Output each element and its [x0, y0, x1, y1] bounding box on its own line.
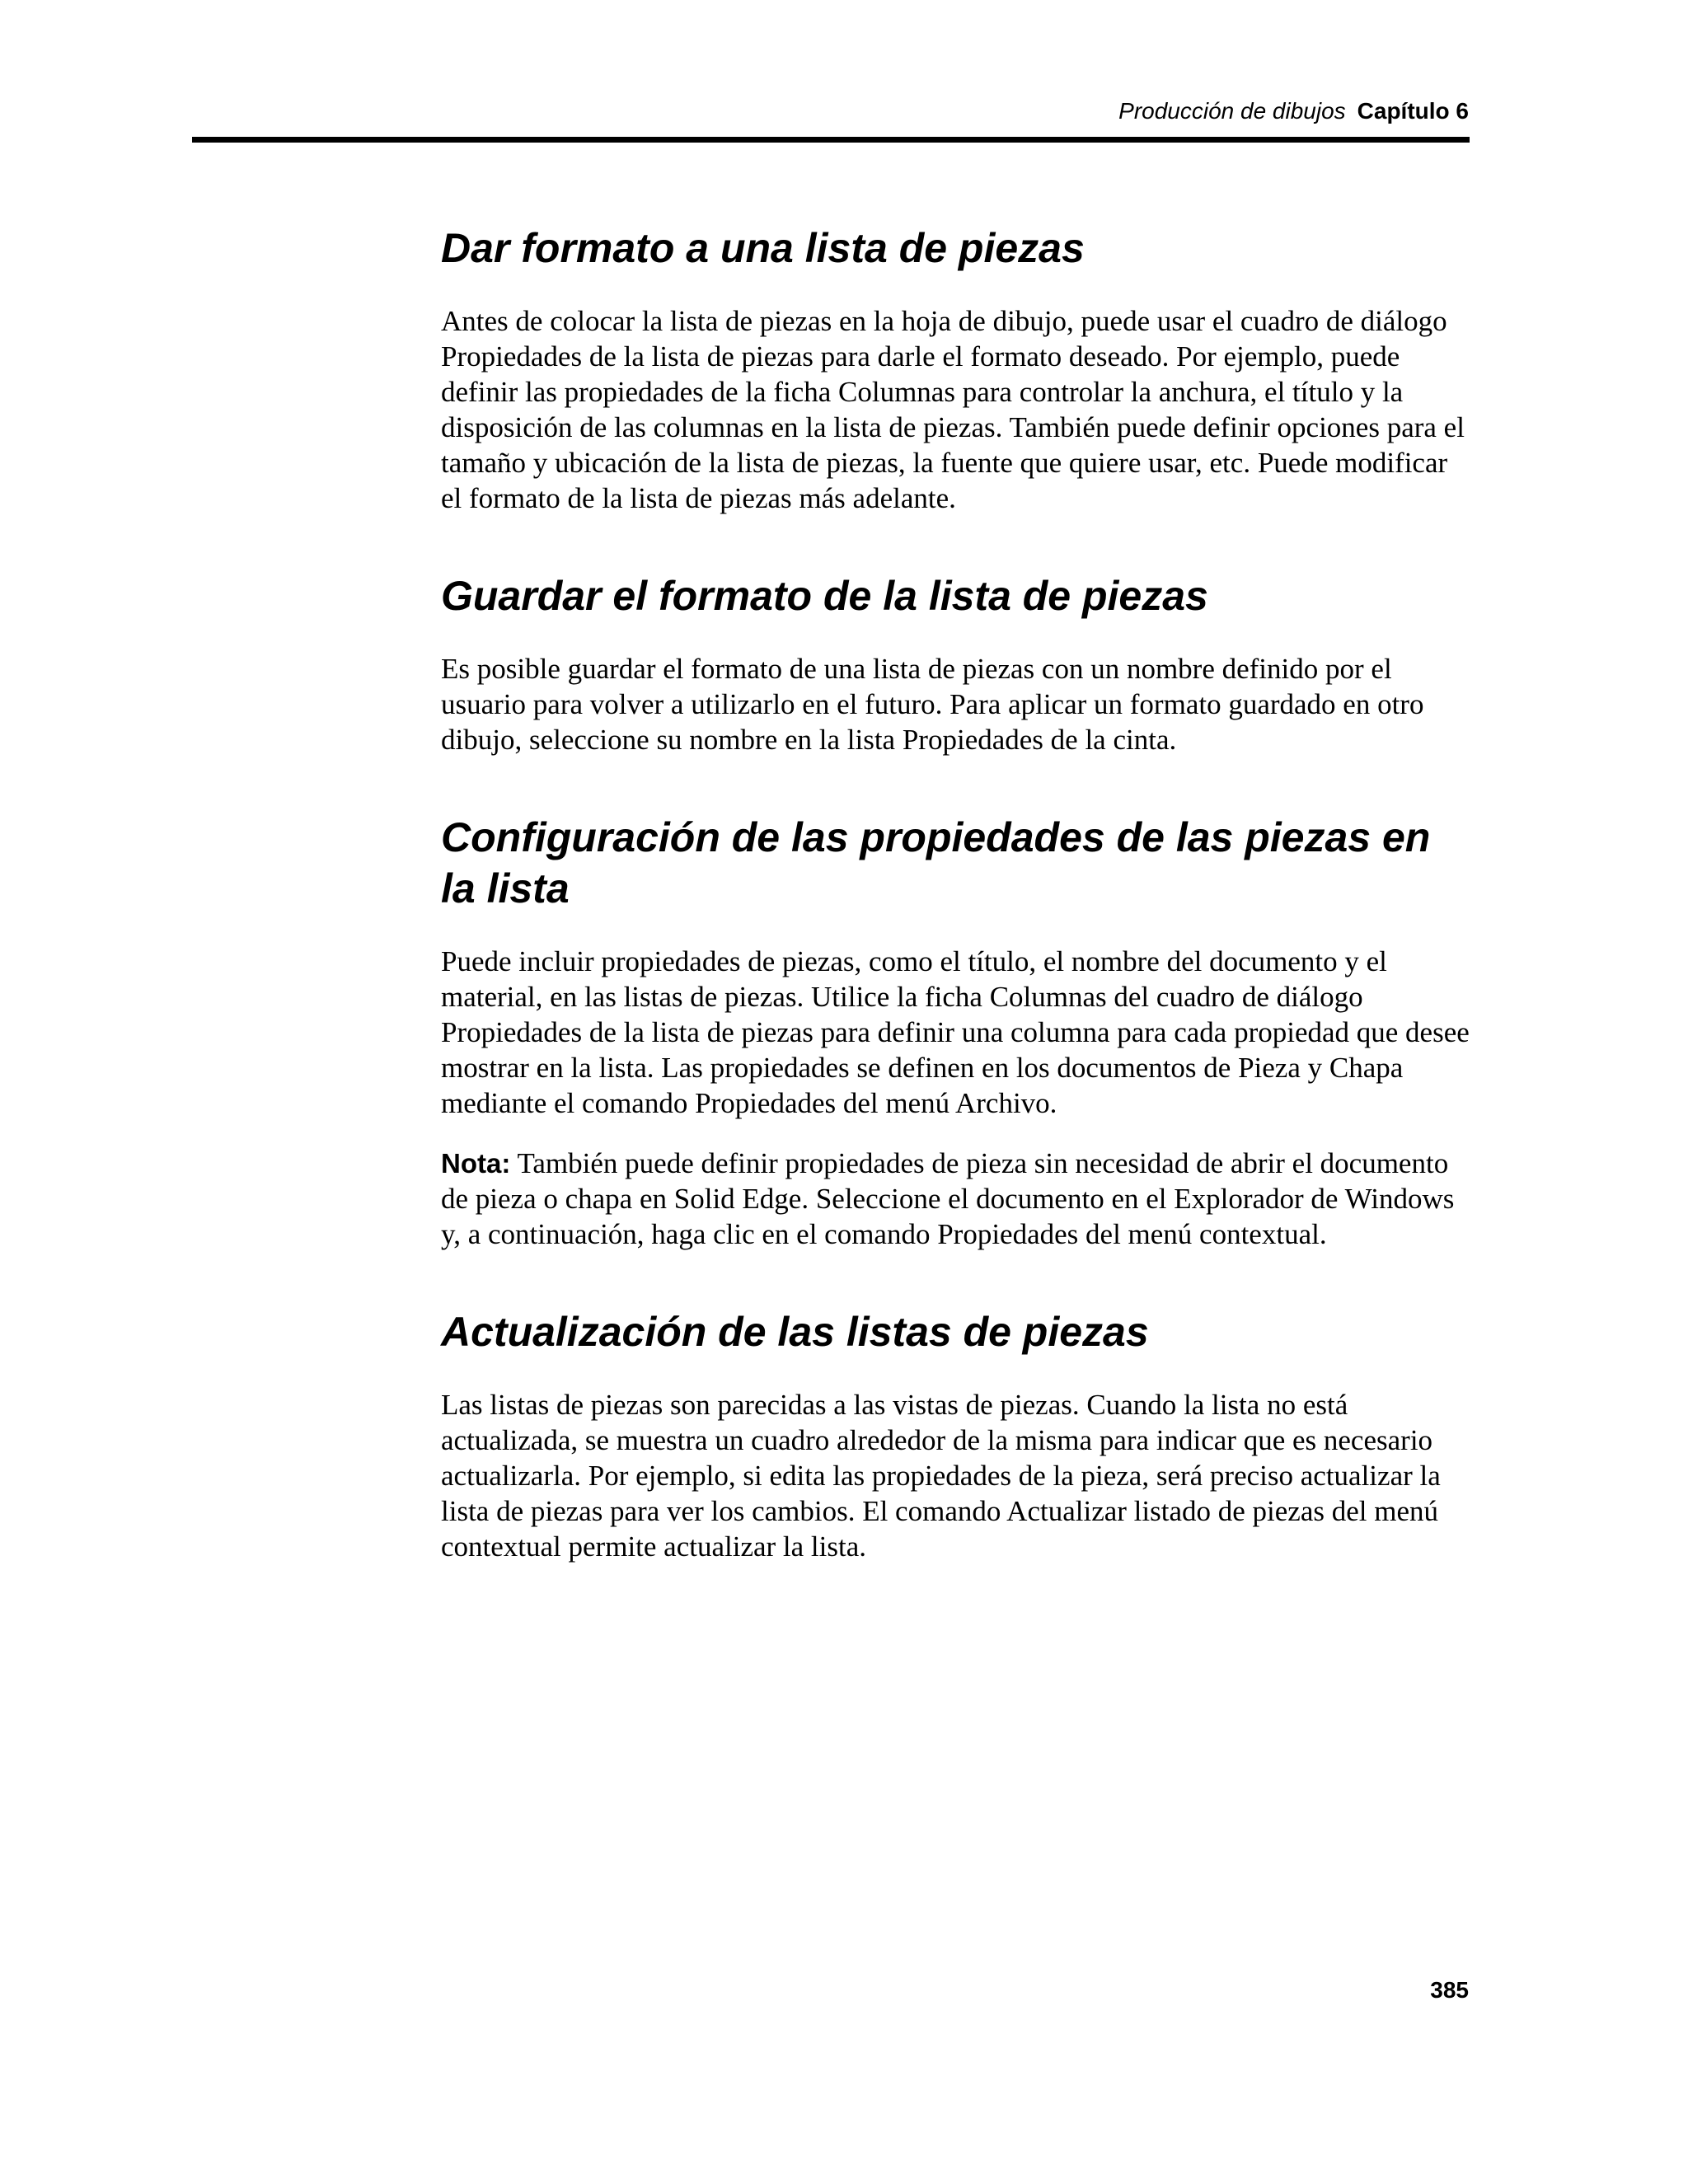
body-paragraph: Es posible guardar el formato de una lista de piezas con un nombre definido por el usuario para volver a utilizarlo en el futuro. Para aplicar un formato guardado en otro dibujo, seleccione su nombre en la lista Propiedades de la cinta. — [441, 653, 1424, 756]
note-text: También puede definir propiedades de pieza sin necesidad de abrir el documento de pieza o chapa en Solid Edge. Seleccione el documento en el Explorador de Windows y, a continuación, haga clic en el comando Propiedades del menú contextual. — [441, 1147, 1455, 1250]
section-heading: Guardar el formato de la lista de piezas — [441, 573, 1208, 619]
running-header — [1118, 97, 1469, 125]
page-number: 385 — [1430, 1977, 1469, 2003]
header-rule — [192, 137, 1470, 143]
section-dar-formato — [441, 223, 1471, 516]
note-paragraph — [441, 1146, 1471, 1252]
section-actualizacion-listas — [441, 1306, 1471, 1564]
section-heading: Dar formato a una lista de piezas — [441, 225, 1085, 271]
body-paragraph: Las listas de piezas son parecidas a las vistas de piezas. Cuando la lista no está actualizada, se muestra un cuadro alrededor de la misma para indicar que es necesario actualizarla. Por ejemplo, si edita las propiedades de la pieza, será preciso actualizar la lista de piezas para ver los cambios. El comando Actualizar listado de piezas del menú contextual permite actualizar la lista. — [441, 1389, 1441, 1563]
section-configuracion-propiedades — [441, 812, 1471, 1252]
page-content — [441, 223, 1471, 1619]
section-guardar-formato — [441, 570, 1471, 757]
header-chapter-label: Capítulo 6 — [1357, 98, 1469, 124]
body-paragraph: Antes de colocar la lista de piezas en la hoja de dibujo, puede usar el cuadro de diálogo Propiedades de la lista de piezas para darle el formato deseado. Por ejemplo, puede definir las propiedades de la ficha Columnas para controlar la anchura, el título y la disposición de las columnas en la lista de piezas. También puede definir opciones para el tamaño y ubicación de la lista de piezas, la fuente que quiere usar, etc. Puede modificar el formato de la lista de piezas más adelante. — [441, 305, 1465, 514]
body-paragraph: Puede incluir propiedades de piezas, como el título, el nombre del documento y el material, en las listas de piezas. Utilice la ficha Columnas del cuadro de diálogo Propiedades de la lista de piezas para definir una columna para cada propiedad que desee mostrar en la lista. Las propiedades se definen en los documentos de Pieza y Chapa mediante el comando Propiedades del menú Archivo. — [441, 945, 1470, 1119]
note-label: Nota: — [441, 1148, 511, 1179]
header-section-title: Producción de dibujos — [1118, 98, 1346, 124]
section-heading: Configuración de las propiedades de las piezas en la lista — [441, 814, 1431, 912]
section-heading: Actualización de las listas de piezas — [441, 1309, 1149, 1355]
